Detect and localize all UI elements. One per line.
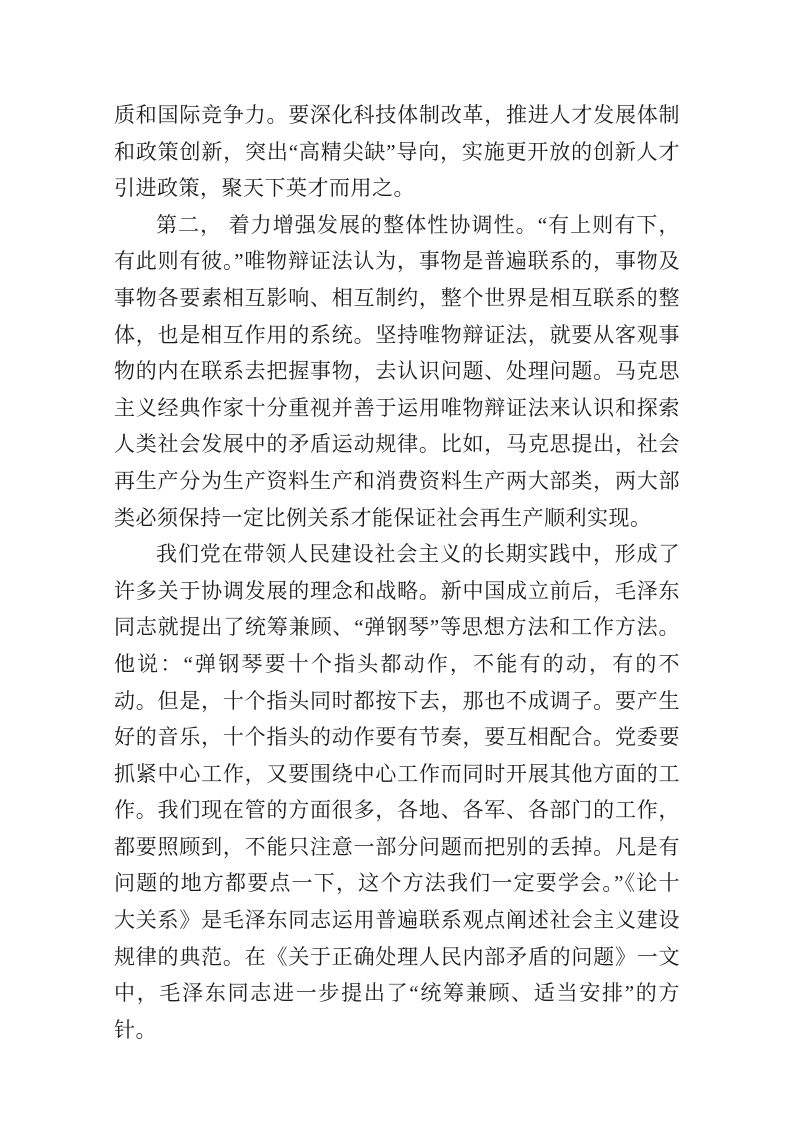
paragraph-continuation: 质和国际竞争力。要深化科技体制改革，推进人才发展体制和政策创新，突出“高精尖缺”导向，实施更开放的创新人才引进政策，聚天下英才而用之。 [114, 103, 680, 201]
paragraph-second-point: 第二， 着力增强发展的整体性协调性。“有上则有下，有此则有彼。”唯物辩证法认为，事物是普遍联系的，事物及事物各要素相互影响、相互制约，整个世界是相互联系的整体，也是相互作用的系统。坚持唯物辩证法，就要从客观事物的内在联系去把握事物，去认识问题、处理问题。马克思主义经典作家十分重视并善于运用唯物辩证法来认识和探索人类社会发展中的矛盾运动规律。比如，马克思提出，社会再生产分为生产资料生产和消费资料生产两大部类，两大部类必须保持一定比例关系才能保证社会再生产顺利实现。 [114, 212, 680, 530]
paragraph-mao-coordination: 我们党在带领人民建设社会主义的长期实践中，形成了许多关于协调发展的理念和战略。新中国成立前后，毛泽东同志就提出了统筹兼顾、“弹钢琴”等思想方法和工作方法。他说：“弹钢琴要十个指头都动作，不能有的动，有的不动。但是，十个指头同时都按下去，那也不成调子。要产生好的音乐，十个指头的动作要有节奏，要互相配合。党委要抓紧中心工作，又要围绕中心工作而同时开展其他方面的工作。我们现在管的方面很多，各地、各军、各部门的工作，都要照顾到，不能只注意一部分问题而把别的丢掉。凡是有问题的地方都要点一下，这个方法我们一定要学会。”《论十大关系》是毛泽东同志运用普遍联系观点阐述社会主义建设规律的典范。在《关于正确处理人民内部矛盾的问题》一文中，毛泽东同志进一步提出了“统筹兼顾、适当安排”的方针。 [114, 542, 680, 1042]
